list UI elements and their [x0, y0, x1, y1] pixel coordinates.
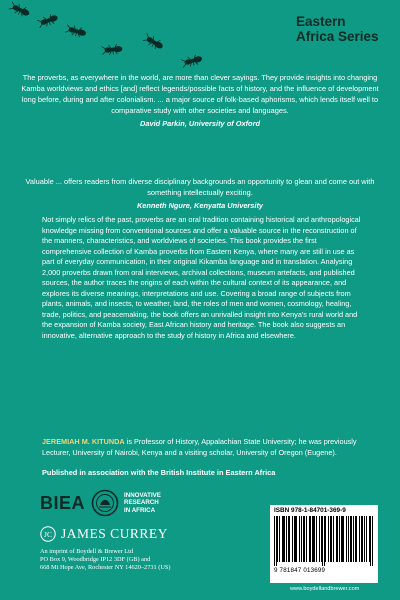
barcode-bar	[341, 516, 342, 562]
barcode-digits: 9 781847 013699	[274, 567, 326, 574]
endorsement-quote-2	[18, 176, 382, 211]
barcode-bar	[295, 516, 296, 562]
author-bio-text: is Professor of History, Appalachian State University; he was previously Lecturer, University of Nairobi, Kenya and a visiting scholar, University of Oregon (Eugene).	[42, 437, 357, 457]
barcode-bar	[296, 516, 297, 562]
jc-monogram-icon	[40, 526, 56, 542]
barcode-bar	[301, 516, 302, 562]
barcode-bar	[306, 516, 307, 562]
barcode-bar	[321, 516, 322, 562]
barcode-bar	[294, 516, 295, 562]
barcode-bar	[372, 516, 373, 566]
barcode-bar	[337, 516, 338, 562]
barcode-bars	[274, 516, 374, 566]
barcode-bar	[355, 516, 356, 562]
barcode-bar	[343, 516, 344, 562]
barcode-bar	[309, 516, 310, 562]
biea-logo	[40, 488, 161, 518]
biea-tagline	[124, 492, 161, 515]
barcode-bar	[312, 516, 313, 562]
barcode-bar	[370, 516, 371, 566]
biea-tagline-line: IN AFRICA	[124, 506, 156, 514]
barcode-bar	[314, 516, 315, 562]
publisher-website: www.boydellandbrewer.com	[290, 586, 360, 592]
author-name: JEREMIAH M. KITUNDA	[42, 437, 125, 446]
barcode-bar	[359, 516, 360, 562]
barcode-bar	[303, 516, 304, 562]
barcode-bar	[362, 516, 363, 562]
publisher-name: JAMES CURREY	[61, 526, 168, 541]
barcode-bar	[325, 516, 326, 562]
barcode-bar	[330, 516, 331, 562]
barcode-bar	[346, 516, 347, 562]
barcode-bar	[282, 516, 283, 562]
barcode-bar	[339, 516, 340, 562]
barcode-bar	[279, 516, 280, 562]
imprint-line: PO Box 9, Woodbridge IP12 3DF (GB) and	[40, 556, 151, 564]
biea-tagline-line: INNOVATIVE	[124, 491, 161, 499]
biea-tagline-line: RESEARCH	[124, 499, 159, 507]
barcode-bar	[283, 516, 284, 562]
james-currey-logo	[40, 526, 168, 542]
barcode-bar	[277, 516, 278, 562]
barcode-bar	[336, 516, 337, 562]
biea-acronym: BIEA	[40, 492, 86, 513]
barcode-bar	[333, 516, 334, 562]
book-description: Not simply relics of the past, proverbs are an oral tradition containing historical and anthropological knowledge missing from conventional sources and offer a valuable source in the reconstruction of the manners, characteristics, and worldviews of societies. This book provides the first comprehensive collection of Kamba proverbs from Eastern Kenya, where many are still in use as part of everyday communication, in their original Kikamba language and in translation. Analysing 2,000 proverbs drawn from oral interviews, archival collections, museum artefacts, and published sources, the author traces the origins of each within the cultural context of its appearance, and explores its diverse meanings, interpretations and use. Covering a broad range of subjects from plants, animals, and insects, to weather, land, the roles of men and women, cosmology, healing, trade, politics, and peacemaking, the book offers an unrivalled insight into Kenya's rural world and the expansion of Kamba society, East African history and heritage. The book also suggests an innovative, alternative approach to the study of history in Africa and elsewhere.	[42, 215, 361, 341]
barcode-bar	[350, 516, 351, 562]
barcode-bar	[289, 516, 290, 562]
barcode-bar	[316, 516, 317, 562]
svg-text:JC: JC	[44, 530, 52, 539]
barcode-bar	[286, 516, 287, 562]
quote-attribution: Kenneth Ngure, Kenyatta University	[136, 201, 264, 210]
barcode-bar	[310, 516, 311, 562]
barcode-bar	[353, 516, 354, 562]
series-title	[296, 14, 388, 44]
barcode-bar	[284, 516, 285, 562]
series-title-line-2: Africa Series	[296, 29, 379, 44]
isbn-number: ISBN 978-1-84701-369-9	[274, 507, 346, 514]
quote-text: Valuable ... offers readers from diverse disciplinary backgrounds an opportunity to glean and come out with something intellectually exciting.	[25, 177, 375, 197]
barcode-bar	[304, 516, 305, 562]
barcode-bar	[288, 516, 289, 562]
publisher-imprint	[40, 548, 260, 573]
series-title-line-1: Eastern	[296, 14, 346, 29]
imprint-line: An imprint of Boydell & Brewer Ltd	[40, 548, 134, 555]
quote-attribution: David Parkin, University of Oxford	[140, 119, 260, 128]
barcode-bar	[313, 516, 314, 562]
barcode-bar	[348, 516, 349, 562]
barcode-bar	[361, 516, 362, 562]
biea-seal-icon	[91, 489, 119, 517]
published-note: Published in association with the British Institute in Eastern Africa	[42, 468, 276, 477]
quote-text: The proverbs, as everywhere in the world, are more than clever sayings. They provide insights into changing Kamba worldviews and ethics [and] reflect legends/possible facts of history, and the influence of development long before, during and after colonialism. ... a major source of folk-based aphorisms, which lends itself well to comparative study with other societies and languages.	[21, 73, 379, 115]
barcode-bar	[351, 516, 352, 562]
barcode-bar	[274, 516, 275, 566]
barcode-bar	[369, 516, 370, 562]
barcode-bar	[276, 516, 277, 566]
barcode-bar	[322, 516, 323, 566]
imprint-line: 668 Mt Hope Ave, Rochester NY 14620–2731 (US)	[40, 564, 171, 572]
barcode-bar	[292, 516, 293, 562]
endorsement-quote-1	[18, 72, 382, 129]
isbn-barcode	[270, 505, 378, 583]
barcode-bar	[324, 516, 325, 566]
barcode-bar	[331, 516, 332, 562]
barcode-bar	[356, 516, 357, 562]
barcode-bar	[299, 516, 300, 562]
barcode-bar	[364, 516, 365, 562]
author-bio	[42, 437, 372, 458]
barcode-bar	[342, 516, 343, 562]
barcode-bar	[366, 516, 367, 562]
barcode-bar	[328, 516, 329, 562]
barcode-bar	[319, 516, 320, 562]
